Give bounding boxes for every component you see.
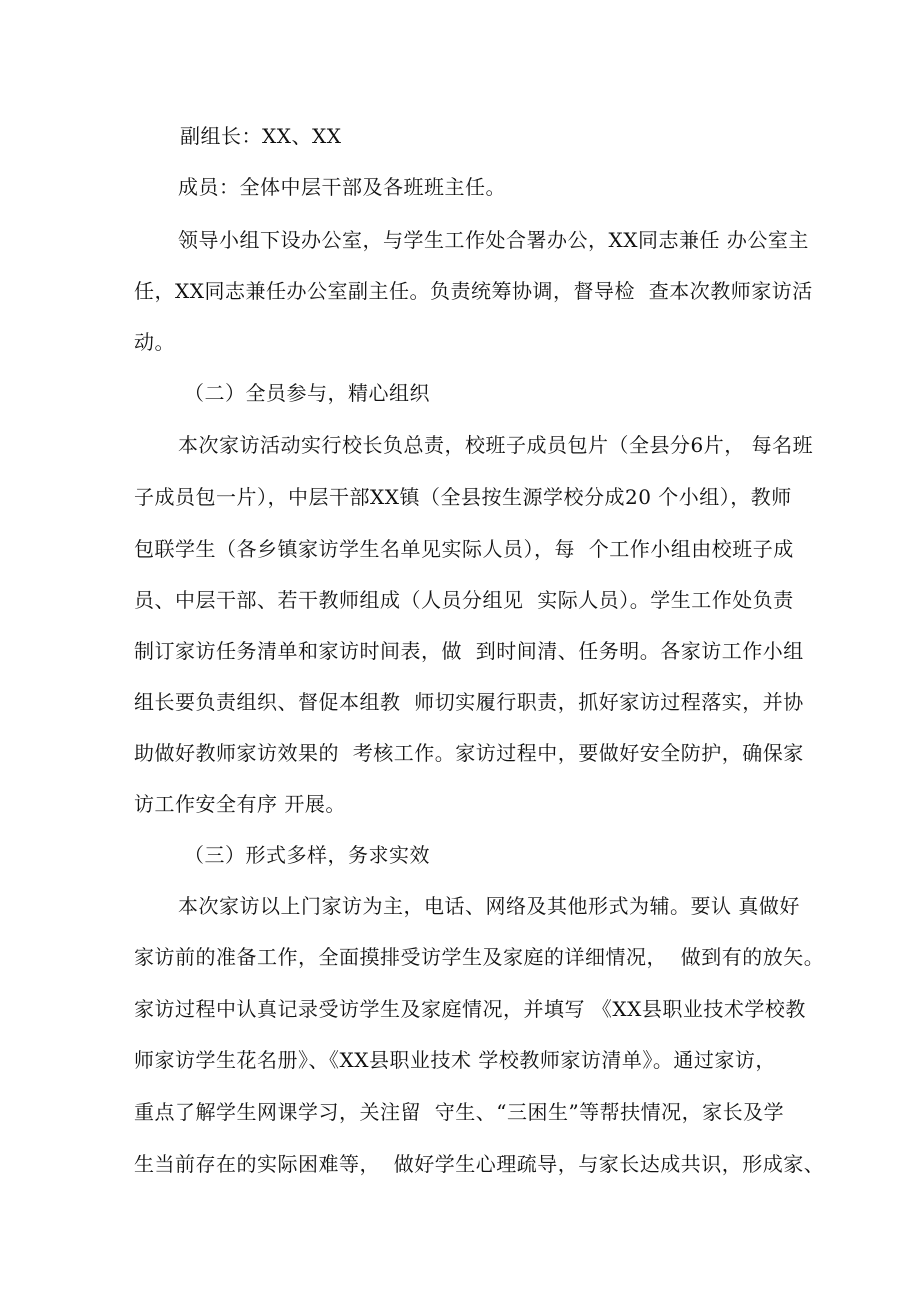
text-line-section2-5: 制订家访任务清单和家访时间表，做 到时间清、任务明。各家访工作小组 xyxy=(134,639,804,663)
text-line-section3-5: 重点了解学生网课学习，关注留 守生、“三困生”等帮扶情况，家长及学 xyxy=(134,1100,785,1124)
text-line-section2-3: 包联学生（各乡镇家访学生名单见实际人员），每 个工作小组由校班子成 xyxy=(134,537,794,561)
section-heading-3: （三）形式多样，务求实效 xyxy=(184,843,430,867)
text-line-section2-6: 组长要负责组织、督促本组教 师切实履行职责，抓好家访过程落实，并协 xyxy=(134,690,804,714)
text-line-members: 成员：全体中层干部及各班班主任。 xyxy=(178,175,506,199)
text-line-office-1: 领导小组下设办公室，与学生工作处合署办公，XX同志兼任 办公室主 xyxy=(178,228,809,252)
text-line-office-2: 任，XX同志兼任办公室副主任。负责统筹协调，督导检 查本次教师家访活 xyxy=(134,279,813,303)
text-line-deputy-leader: 副组长：XX、XX xyxy=(180,124,342,148)
text-line-section2-1: 本次家访活动实行校长负总责，校班子成员包片（全县分6片， 每名班 xyxy=(178,433,814,457)
text-line-section3-4: 师家访学生花名册》、《XX县职业技术 学校教师家访清单》。通过家访， xyxy=(134,1048,776,1072)
text-line-section2-7: 助做好教师家访效果的 考核工作。家访过程中，要做好安全防护，确保家 xyxy=(134,741,804,765)
text-line-section3-1: 本次家访以上门家访为主，电话、网络及其他形式为辅。要认 真做好 xyxy=(178,894,800,918)
text-line-office-3: 动。 xyxy=(134,330,175,354)
text-line-section3-3: 家访过程中认真记录受访学生及家庭情况，并填写 《XX县职业技术学校教 xyxy=(134,997,806,1021)
section-heading-2: （二）全员参与，精心组织 xyxy=(184,381,430,405)
text-line-section2-4: 员、中层干部、若干教师组成（人员分组见 实际人员）。学生工作处负责 xyxy=(134,588,794,612)
text-line-section3-2: 家访前的准备工作，全面摸排受访学生及家庭的详细情况， 做到有的放矢。 xyxy=(134,945,825,969)
text-line-section2-2: 子成员包一片），中层干部XX镇（全县按生源学校分成20 个小组），教师 xyxy=(134,485,792,509)
text-line-section2-8: 访工作安全有序 开展。 xyxy=(134,792,346,816)
text-line-section3-6: 生当前存在的实际困难等， 做好学生心理疏导，与家长达成共识，形成家、 xyxy=(134,1152,825,1176)
